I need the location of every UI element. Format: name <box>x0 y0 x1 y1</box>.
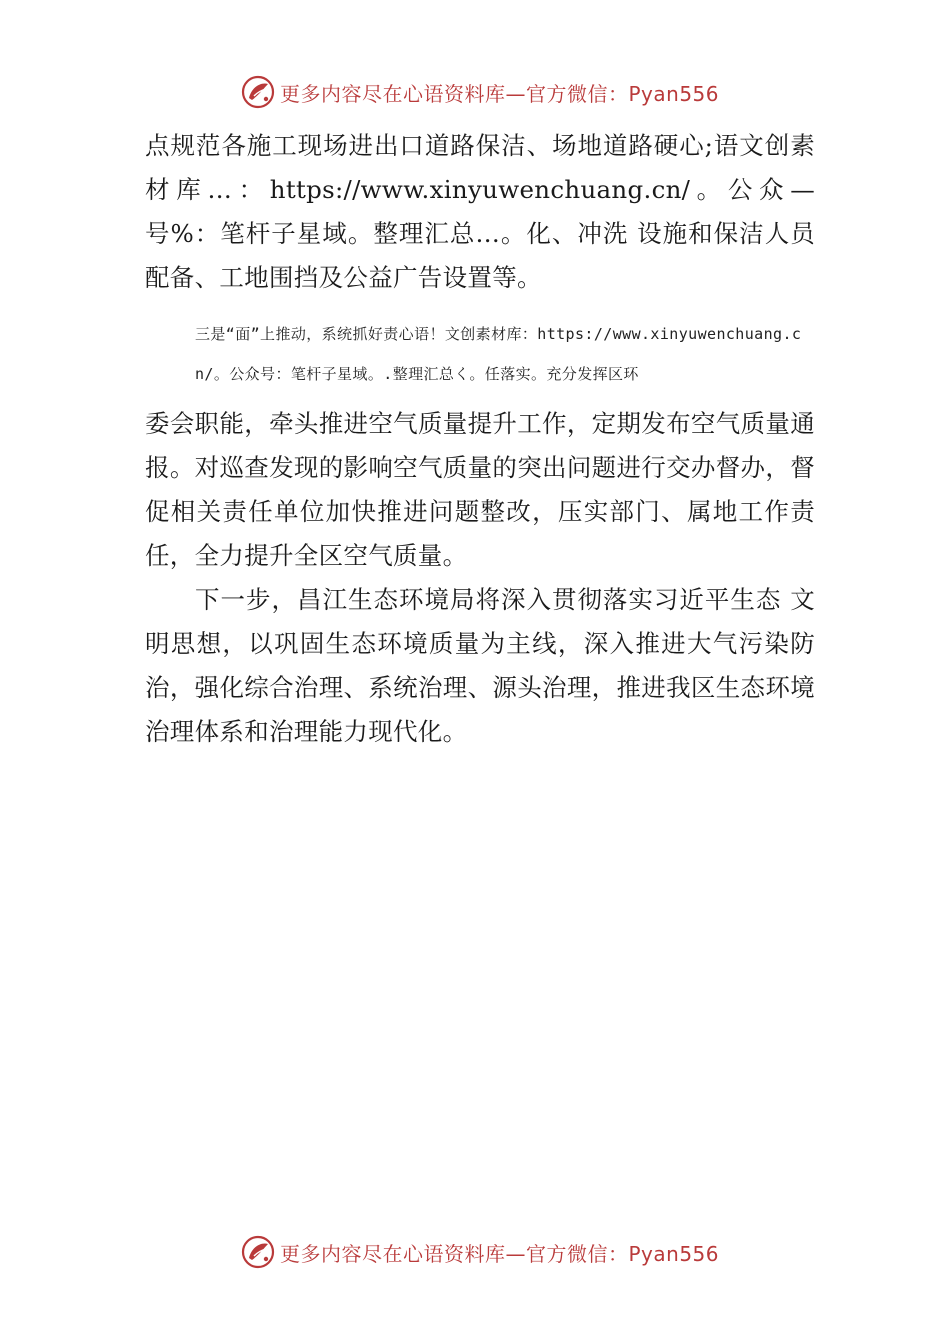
footer-banner-text: 更多内容尽在心语资料库—官方微信：Pyan556 <box>280 1241 720 1266</box>
footer-banner <box>240 1232 719 1272</box>
body-note: 三是“面”上推动，系统抓好责心语！文创素材库：https://www.xinyuwenchuang.cn/。公众号：笔杆子星域。.整理汇总く。任落实。充分发挥区环 <box>195 325 802 383</box>
body-paragraph-1: 点规范各施工现场进出口道路保洁、场地道路硬心;语文创素材库…：https://www.xinyuwenchuang.cn/。公众—号%：笔杆子星域。整理汇总…。化、冲洗 设施和保洁人员配备、工地围挡及公益广告设置等。 <box>145 131 815 292</box>
body-paragraph-3: 下一步，昌江生态环境局将深入贯彻落实习近平生态 文明思想，以巩固生态环境质量为主线，深入推进大气污染防治，强化综合治理、系统治理、源头治理，推进我区生态环境治理体系和治理能力现代化。 <box>145 585 815 746</box>
document-body <box>145 124 815 754</box>
header-banner-text: 更多内容尽在心语资料库—官方微信：Pyan556 <box>280 81 720 106</box>
body-paragraph-2: 委会职能，牵头推进空气质量提升工作，定期发布空气质量通报。对巡查发现的影响空气质量的突出问题进行交办督办，督促相关责任单位加快推进问题整改，压实部门、属地工作责任，全力提升全区空气质量。 <box>145 409 815 570</box>
header-banner <box>240 72 719 112</box>
leaf-swirl-logo-icon <box>240 74 276 110</box>
leaf-swirl-logo-icon <box>240 1234 276 1270</box>
